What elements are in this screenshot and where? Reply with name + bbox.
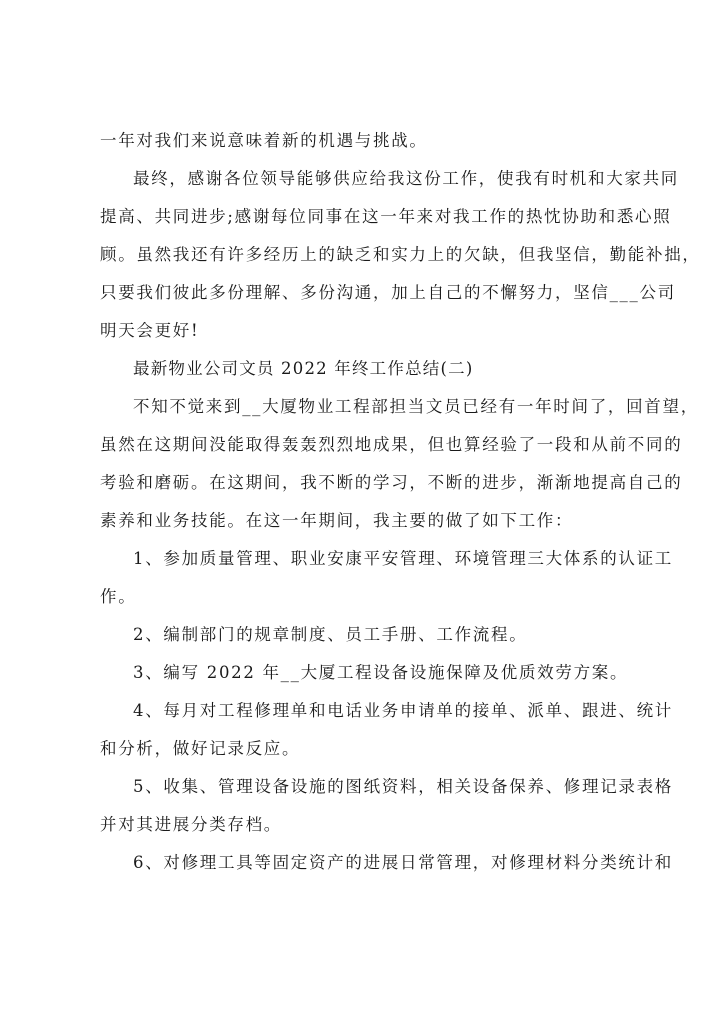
list-item-continuation: 和分析，做好记录反应。 (100, 739, 301, 758)
list-item: 1、参加质量管理、职业安康平安管理、环境管理三大体系的认证工 (133, 549, 673, 568)
section-title: 最新物业公司文员 2022 年终工作总结(二) (133, 359, 474, 378)
list-item: 3、编写 2022 年__大厦工程设备设施保障及优质效劳方案。 (133, 663, 629, 682)
list-item-continuation: 并对其进展分类存档。 (100, 815, 282, 834)
paragraph-line: 最终，感谢各位领导能够供应给我这份工作，使我有时机和大家共同 (133, 169, 679, 188)
list-item: 5、收集、管理设备设施的图纸资料，相关设备保养、修理记录表格 (133, 777, 673, 796)
paragraph-line: 考验和磨砺。在这期间，我不断的学习，不断的进步，渐渐地提高自己的 (100, 473, 683, 492)
paragraph-line: 只要我们彼此多份理解、多份沟通，加上自己的不懈努力，坚信___公司 (100, 283, 676, 302)
paragraph-line: 素养和业务技能。在这一年期间，我主要的做了如下工作： (100, 511, 574, 530)
paragraph-line: 一年对我们来说意味着新的机遇与挑战。 (100, 131, 428, 150)
list-item-continuation: 作。 (100, 587, 137, 606)
paragraph-line: 不知不觉来到__大厦物业工程部担当文员已经有一年时间了，回首望， (133, 397, 699, 416)
list-item: 2、编制部门的规章制度、员工手册、工作流程。 (133, 625, 528, 644)
paragraph-line: 明天会更好! (100, 321, 200, 340)
paragraph-line: 顾。虽然我还有许多经历上的缺乏和实力上的欠缺，但我坚信，勤能补拙， (100, 245, 701, 264)
paragraph-line: 提高、共同进步;感谢每位同事在这一年来对我工作的热忱协助和悉心照 (100, 207, 672, 226)
list-item: 4、每月对工程修理单和电话业务申请单的接单、派单、跟进、统计 (133, 701, 673, 720)
paragraph-line: 虽然在这期间没能取得轰轰烈烈地成果，但也算经验了一段和从前不同的 (100, 435, 683, 454)
document-page (100, 122, 701, 882)
list-item: 6、对修理工具等固定资产的进展日常管理，对修理材料分类统计和 (133, 853, 673, 872)
